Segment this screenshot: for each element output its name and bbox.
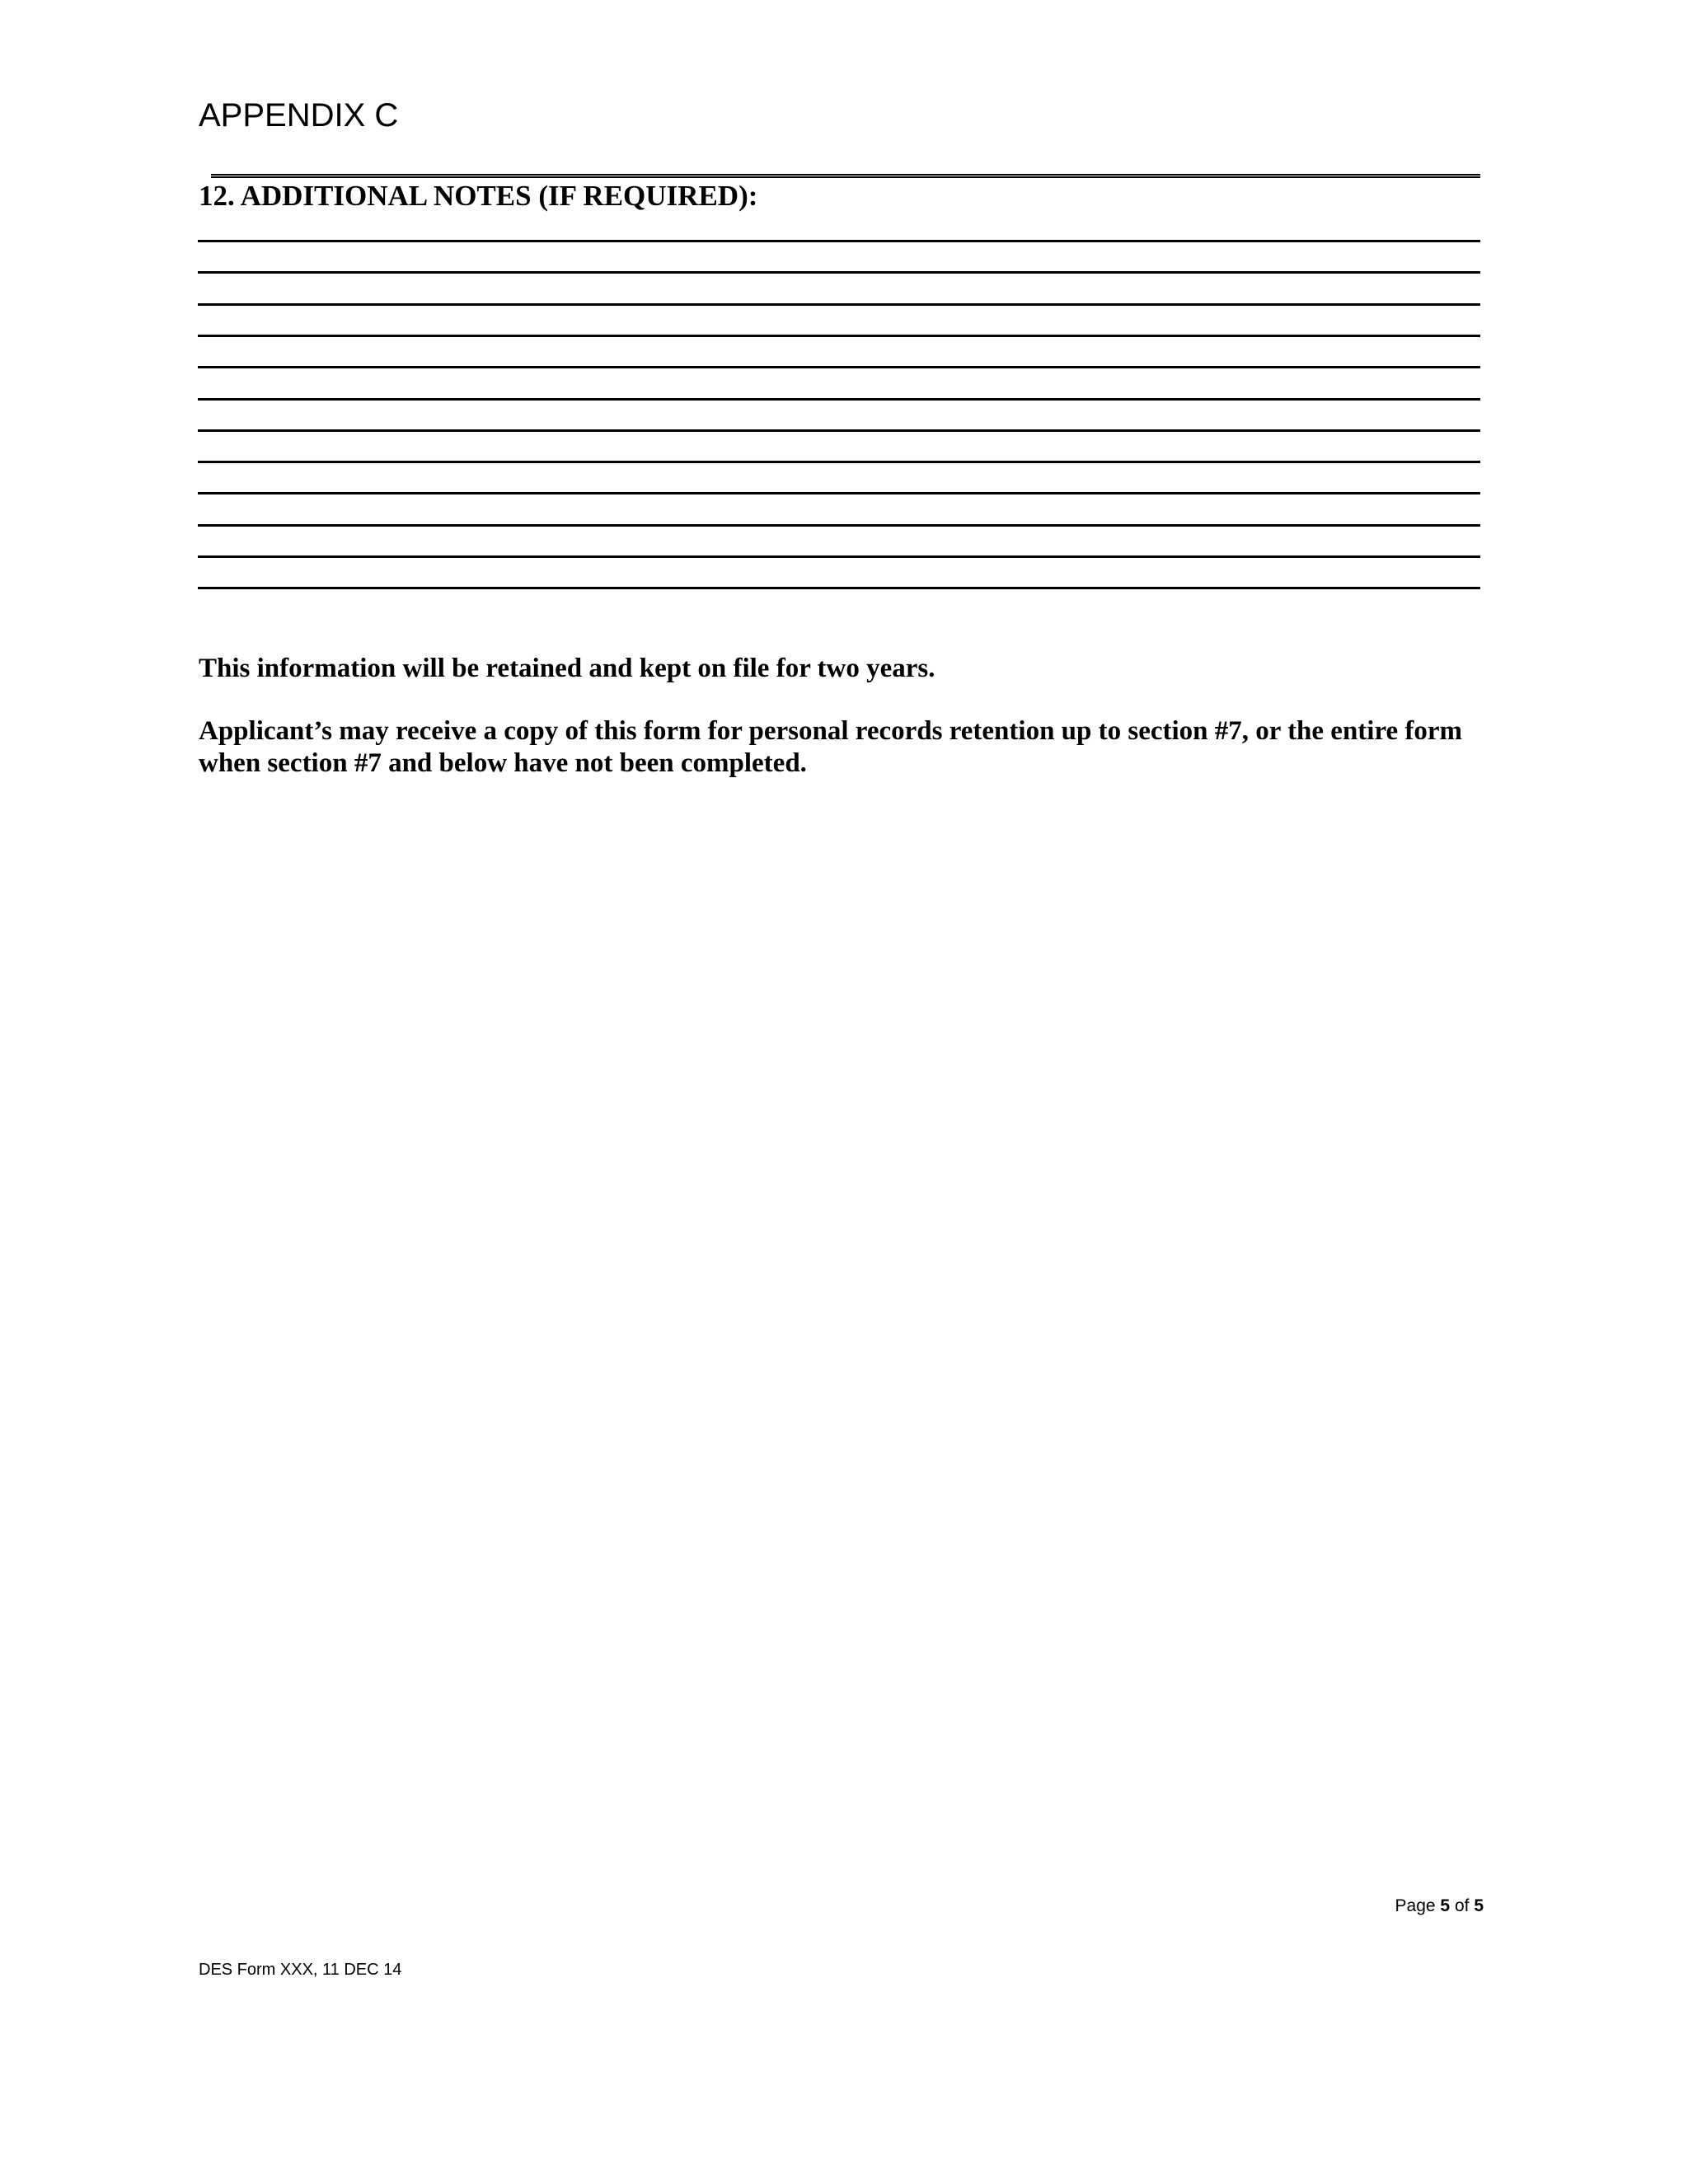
page-label: Page [1395, 1896, 1436, 1915]
page-current: 5 [1440, 1896, 1451, 1915]
retention-notice: This information will be retained and kept on file for two years. [199, 654, 935, 683]
page-of: of [1454, 1896, 1470, 1915]
page-number [1395, 1896, 1484, 1917]
note-line [198, 524, 1480, 527]
note-line [198, 335, 1480, 337]
note-line [198, 587, 1480, 589]
note-line [198, 461, 1480, 463]
note-line [198, 555, 1480, 558]
section-heading: 12. ADDITIONAL NOTES (IF REQUIRED): [199, 180, 758, 212]
note-line [198, 398, 1480, 401]
note-line [198, 492, 1480, 494]
form-id: DES Form XXX, 11 DEC 14 [199, 1961, 402, 1979]
note-line [198, 240, 1480, 242]
note-line [198, 271, 1480, 274]
page-total: 5 [1474, 1896, 1484, 1915]
appendix-title: APPENDIX C [199, 97, 399, 134]
note-line [198, 366, 1480, 368]
note-line [198, 429, 1480, 432]
note-line [198, 303, 1480, 306]
copy-notice: Applicant’s may receive a copy of this form for personal records retention up to section #7, or the entire form when section #7 and below have not been completed. [199, 716, 1463, 778]
